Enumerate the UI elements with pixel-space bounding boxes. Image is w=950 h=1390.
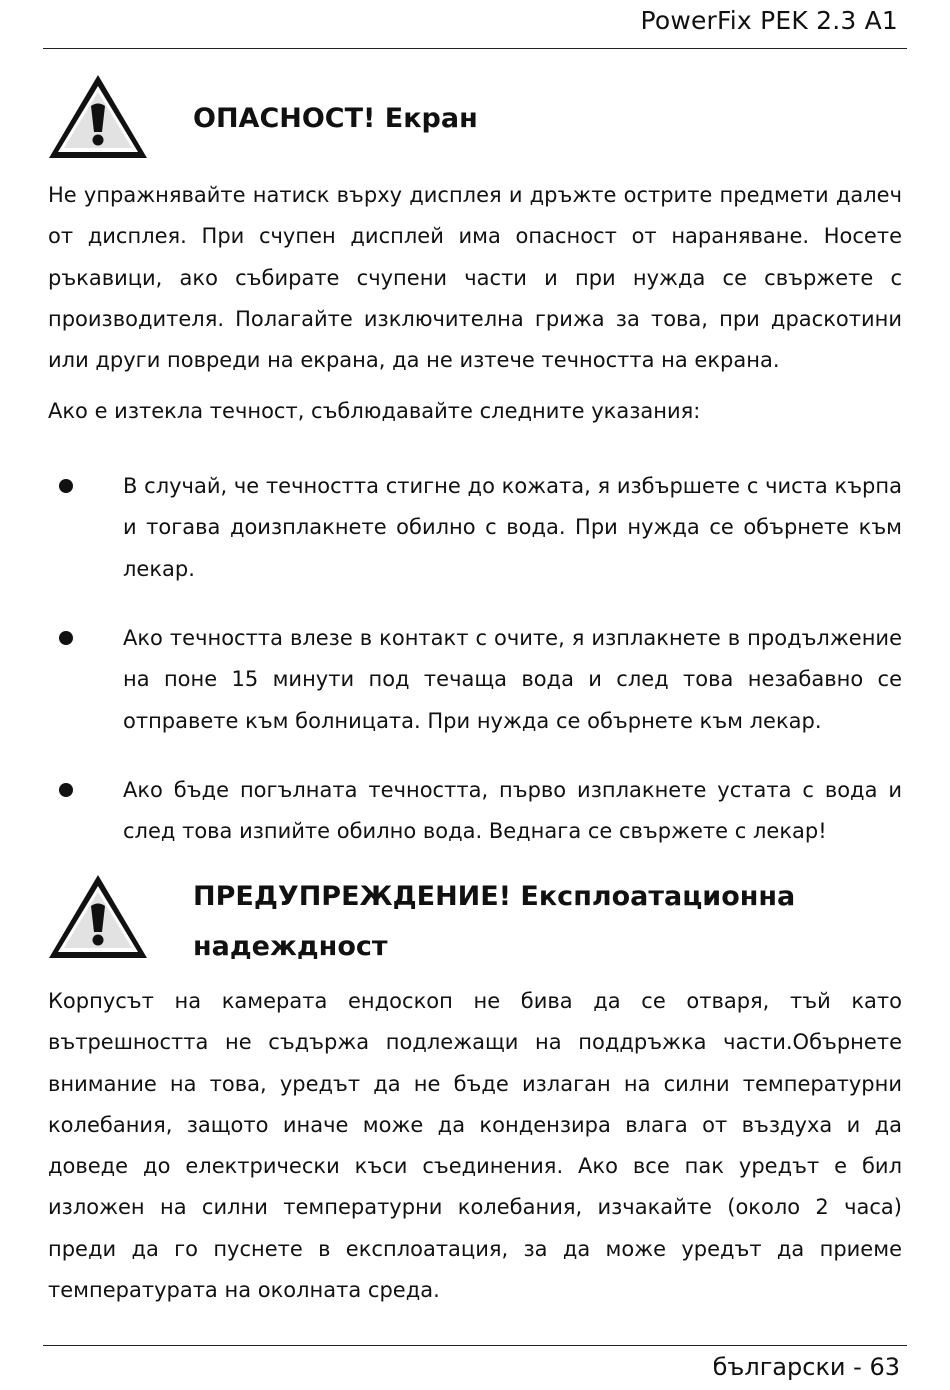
bullet-dot [59,783,73,797]
warning-triangle-icon [46,72,150,162]
page-number: български - 63 [712,1353,900,1381]
bullet-text: Ако течността влезе в контакт с очите, я изплакнете в продължение на поне 15 минути под течаща вода и след това незабавно се отправете към болницата. При нужда се обърнете към лекар. [123,626,902,733]
danger-paragraph: Не упражнявайте натиск върху дисплея и дръжте острите предмети далеч от дисплея. При счупен дисплей има опасност от нараняване. Носете ръкавици, ако събирате счупени части и при нужда се свържете с производителя. Полагайте изключителна грижа за това, при драскотини или други повреди на екрана, да не изтече течността на екрана. [48,183,902,373]
header-title: PowerFix PEK 2.3 A1 [640,6,898,35]
bullet-text: Ако бъде погълната течността, първо изплакнете устата с вода и след това изпийте обилно вода. Веднага се свържете с лекар! [123,778,902,844]
bullet-text: В случай, че течността стигне до кожата, я избършете с чиста кърпа и тогава доизплакнете обилно с вода. При нужда се обърнете към лекар. [123,474,902,581]
danger-heading: ОПАСНОСТ! Екран [193,103,478,134]
bullet-dot [59,479,73,493]
header-divider [43,48,907,49]
footer-divider [43,1345,907,1346]
warning-paragraph: Корпусът на камерата ендоскоп не бива да се отваря, тъй като вътрешността не съдържа подлежащи на поддръжка части.Обърнете внимание на това, уредът да не бъде излаган на силни температурни колебания, защото иначе може да кондензира влага от въздуха и да доведе до електрически къси съединения. Ако все пак уредът е бил изложен на силни температурни колебания, изчакайте (около 2 часа) преди да го пуснете в експлоатация, за да може уредът да приеме температурата на околната среда. [48,989,902,1303]
warning-heading-line1: ПРЕДУПРЕЖДЕНИЕ! Експлоатационна [193,881,796,912]
bullet-dot [59,631,73,645]
warning-heading-line2: надеждност [193,931,388,962]
leak-instructions-intro: Ако е изтекла течност, съблюдавайте следните указания: [48,399,701,423]
warning-triangle-icon [46,872,150,962]
